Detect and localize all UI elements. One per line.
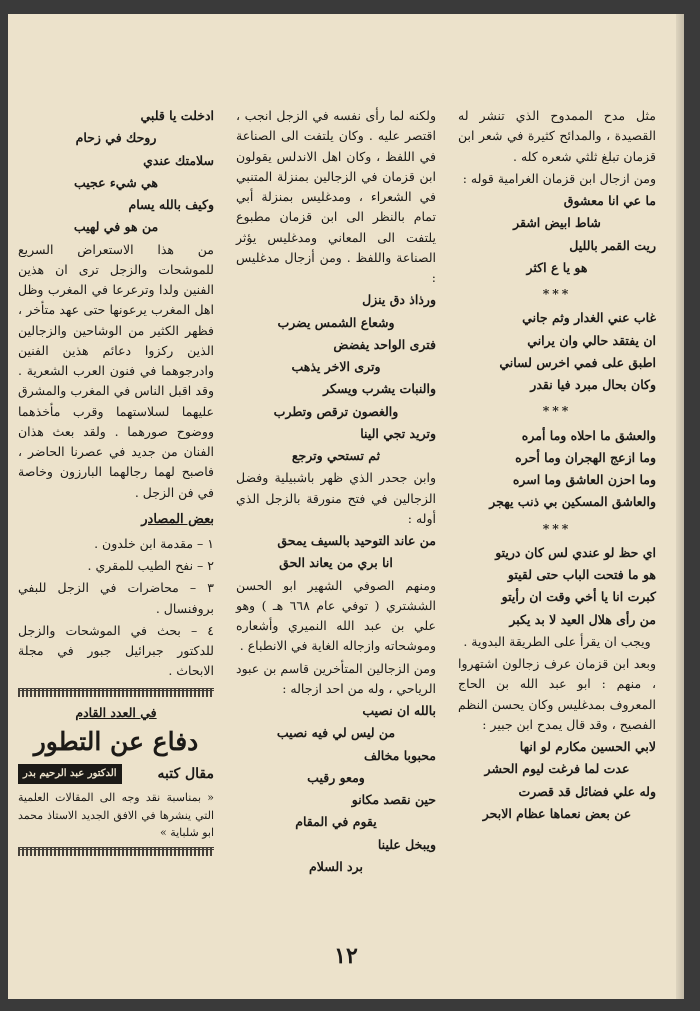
source-item: ٤ – بحث في الموشحات والزجل للدكتور جبرائيل جبور في مجلة الابحاث . bbox=[18, 622, 214, 679]
verse-line: بالله ان نصيب bbox=[362, 703, 436, 718]
verse-line: شاط ابيض اشقر bbox=[513, 215, 601, 231]
next-issue-heading: في العدد القادم bbox=[75, 704, 157, 720]
verse-line: برد السلام bbox=[309, 858, 363, 874]
article-note: « بمناسبة نقد وجه الى المقالات العلمية التي ينشرها في الافق الجديد الاستاذ محمد ابو شلباية » bbox=[18, 791, 214, 839]
verse-line: من هو في لهيب bbox=[73, 219, 159, 235]
verse-line: روحك في زحام bbox=[75, 130, 157, 146]
verse-line: ومعو رقيب bbox=[307, 769, 365, 785]
section-separator: *** bbox=[542, 403, 572, 419]
verse-line: من رأى هلال العيد لا بد يكبر bbox=[509, 611, 656, 627]
verse-line: والعشق ما احلاه وما أمره bbox=[521, 427, 656, 443]
paragraph: ويجب ان يقرأ على الطريقة البدوية . bbox=[463, 633, 651, 649]
sources-heading: بعض المصادر bbox=[141, 511, 214, 527]
verse-line: عن بعض نعماها عظام الابحر bbox=[482, 805, 632, 821]
source-item: ٣ – محاضرات في الزجل للبفي بروفنسال . bbox=[18, 580, 214, 616]
page-fold-shadow bbox=[676, 14, 684, 999]
paragraph: ومنهم الصوفي الشهير ابو الحسن الششتري ( توفي عام ٦٦٨ هـ ) وهو علي بن عبد الله النميري وأشعاره وموشحاته وازجاله الغاية في الانطباع . bbox=[236, 577, 436, 654]
verse-line: وترى الاخر يذهب bbox=[291, 359, 381, 374]
page-number: ١٢ bbox=[334, 943, 358, 969]
verse-line: هو يا ع اكثر bbox=[526, 259, 588, 275]
zajal-verse-block bbox=[458, 426, 656, 513]
paragraph: ولكنه لما رأى نفسه في الزجل انجب ، اقتصر عليه . وكان يلتفت الى الصناعة في اللفظ ، وكان اهل الاندلس يقولون ابن قزمان في الزجالين بمنزلة المتنبي في الشعراء ، ومدغليس بمنزلة أبي تمام بالنظر الى ابن قزمان مطبوع يلتفت الى المعاني ومدغليس يؤثر الصناعة واللفظ . ومن أزجال مدغليس : bbox=[236, 108, 436, 285]
zajal-verse-block bbox=[236, 701, 436, 877]
verse-line: اطبق على فمي اخرس لساني bbox=[499, 354, 656, 370]
section-separator: *** bbox=[542, 520, 572, 536]
verse-line: وما احزن العاشق وما اسره bbox=[512, 472, 656, 487]
verse-line: وما ازعج الهجران وما أحره bbox=[515, 449, 656, 465]
conclusion-paragraph: من هذا الاستعراض السريع للموشحات والزجل ترى ان هذين الفنين ولدا وترعرعا في المغرب وظل اهل المغرب يرعونها حتى عهد متأخر ، فظهر الكثير من الوشاحين والزجالين الذين ركزوا دعائم هذين الفنين وادرجوهما في فنون العرب الشعرية . وقد اقبل الناس في المغرب والمشرق عليهما لسلاستهما وقرب مأخذهما ووضوح صورهما . ولقد بعث هذان الفنان من جديد في عصرنا الحاضر ، فاصبح لهما رجالهما البارزون وخاصة في فن الزجل . bbox=[18, 241, 214, 500]
verse-line: ادخلت يا قلبي bbox=[140, 108, 214, 123]
verse-line: ريت القمر بالليل bbox=[569, 237, 656, 253]
verse-line: سلامتك عندي bbox=[143, 152, 214, 168]
verse-line: اي حظ لو عندي لس كان دريتو bbox=[495, 544, 656, 560]
verse-line: غاب عني الغدار وثم جاني bbox=[522, 310, 656, 326]
zajal-verse-block bbox=[458, 191, 656, 278]
source-item: ٢ – نفح الطيب للمقري . bbox=[87, 558, 214, 574]
verse-line: فترى الواحد يفضض bbox=[333, 336, 436, 352]
article-label: مقال كتبه bbox=[157, 765, 214, 782]
next-issue-title: دفاع عن التطور bbox=[33, 726, 199, 756]
right-column bbox=[458, 106, 656, 929]
zajal-verse-block bbox=[18, 106, 214, 238]
verse-line: والنبات يشرب ويسكر bbox=[323, 381, 436, 397]
verse-line: وتريد تجي الينا bbox=[360, 425, 436, 441]
source-item: ١ – مقدمة ابن خلدون . bbox=[94, 535, 214, 551]
verse-line: محبوبا مخالف bbox=[364, 747, 436, 763]
verse-line: هو ما فتحت الباب حتى لقيتو bbox=[507, 567, 656, 582]
sources-list bbox=[18, 534, 214, 682]
zajal-verse-block bbox=[236, 290, 436, 466]
left-column bbox=[18, 106, 214, 929]
section-separator: *** bbox=[542, 286, 572, 301]
verse-line: وله علي فضائل قد قصرت bbox=[518, 783, 656, 799]
verse-line: عدت لما فرغت ليوم الحشر bbox=[484, 761, 630, 777]
verse-line: هي شيء عجيب bbox=[73, 174, 159, 190]
verse-line: ما عي انا معشوق bbox=[563, 193, 656, 208]
zajal-verse-block bbox=[458, 737, 656, 824]
zajal-verse-block bbox=[458, 308, 656, 395]
zajal-verse-block bbox=[458, 543, 656, 630]
paragraph: وبعد ابن قزمان عرف زجالون اشتهروا ، منهم : ابو عبد الله بن الحاج المعروف بمدغليس وكان يحسن النظم الفصيح ، وقد قال يمدح ابن جبير : bbox=[458, 656, 656, 732]
verse-line: كبرت انا يا أخي وقت ان رأيتو bbox=[501, 589, 656, 605]
verse-line: والغصون ترقص وتطرب bbox=[273, 403, 399, 419]
author-badge: الدكتور عبد الرحيم بدر bbox=[18, 764, 122, 784]
middle-column bbox=[236, 106, 436, 929]
verse-line: من عاند التوحيد بالسيف يمحق bbox=[277, 533, 436, 548]
verse-line: والعاشق المسكين بي ذنب يهجر bbox=[489, 494, 656, 510]
verse-line: وكيف بالله يسام bbox=[128, 197, 214, 212]
verse-line: لابي الحسين مكارم لو انها bbox=[519, 739, 656, 754]
paragraph: ومن ازجال ابن قزمان الغرامية قوله : bbox=[462, 170, 656, 186]
verse-line: ورذاذ دق ينزل bbox=[362, 292, 436, 308]
verse-line: ثم تستحي وترجع bbox=[291, 448, 381, 463]
ornamental-divider bbox=[18, 847, 214, 856]
verse-line: من ليس لي فيه نصيب bbox=[276, 725, 396, 741]
paragraph: ومن الزجالين المتأخرين قاسم بن عبود الرياحي ، وله من احد ازجاله : bbox=[236, 660, 436, 696]
verse-line: حين نقصد مكانو bbox=[351, 792, 436, 807]
magazine-page bbox=[8, 14, 684, 999]
ornamental-divider bbox=[18, 688, 214, 697]
verse-line: يقوم في المقام bbox=[295, 814, 377, 830]
verse-line: وكان بحال مبرد فيا نقدر bbox=[530, 377, 656, 392]
article-byline bbox=[18, 763, 214, 786]
verse-line: انا بري من يعاند الحق bbox=[279, 555, 393, 571]
paragraph: مثل مدح الممدوح الذي تنشر له القصيدة ، والمدائح كثيرة في شعر ابن قزمان تبلغ ثلثي شعره كله . bbox=[458, 108, 656, 164]
verse-line: وشعاع الشمس يضرب bbox=[277, 314, 395, 330]
paragraph: وابن جحدر الذي ظهر باشبيلية وفضل الزجالين في فتح منورقة بالزجل الذي أوله : bbox=[236, 470, 436, 526]
verse-line: ويبخل علينا bbox=[377, 836, 436, 852]
verse-line: ان يفتقد حالي وان يراني bbox=[527, 332, 656, 348]
zajal-verse-block bbox=[236, 531, 436, 574]
